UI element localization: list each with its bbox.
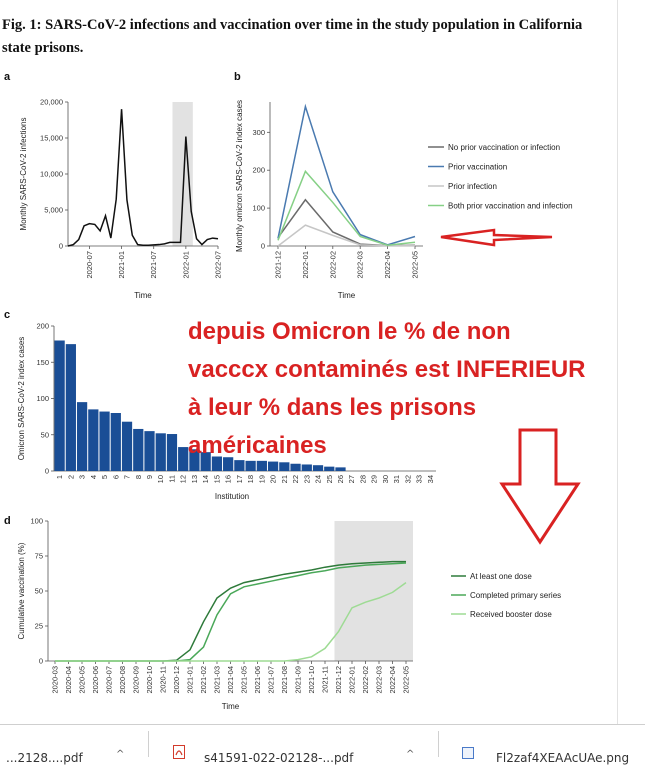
chevron-up-icon[interactable]: ^ — [406, 749, 415, 760]
bar-institution-10 — [156, 433, 166, 471]
x-tick-label: 2022-05 — [410, 251, 420, 279]
x-tick-label: 29 — [369, 475, 379, 484]
bar-institution-12 — [178, 447, 188, 471]
x-tick-label: 20 — [268, 475, 278, 484]
image-file-icon — [462, 747, 474, 759]
legend-label-3: Received booster dose — [470, 610, 552, 619]
y-tick-label: 0 — [58, 241, 63, 251]
y-axis-label: Monthly omicron SARS-CoV-2 index cases — [235, 99, 244, 253]
y-tick-label: 10,000 — [40, 169, 63, 179]
bar-institution-9 — [144, 431, 154, 471]
panel-a-infections-chart — [4, 71, 223, 300]
series-line-2 — [278, 107, 415, 245]
figure-title: Fig. 1: SARS-CoV-2 infections and vaccination over time in the study population in California state prisons. — [2, 17, 583, 56]
x-tick-label: 2 — [66, 475, 76, 480]
bar-institution-24 — [313, 465, 323, 471]
x-tick-label: 19 — [257, 475, 267, 484]
bar-institution-20 — [268, 462, 278, 471]
x-tick-label: 21 — [279, 475, 289, 484]
y-tick-label: 200 — [252, 165, 265, 175]
x-tick-label: 4 — [88, 475, 98, 480]
x-tick-label: 2021-10 — [307, 666, 316, 694]
x-tick-label: 1 — [55, 475, 65, 480]
y-tick-label: 20,000 — [40, 97, 63, 107]
bar-institution-4 — [88, 409, 98, 471]
y-tick-label: 0 — [260, 241, 265, 251]
x-tick-label: 9 — [145, 475, 154, 480]
x-tick-label: 2020-04 — [64, 666, 73, 694]
x-tick-label: 17 — [234, 475, 244, 484]
y-tick-label: 100 — [36, 394, 49, 403]
x-tick-label: 27 — [347, 475, 357, 484]
down-arrow-icon — [502, 430, 578, 542]
x-tick-label: 2021-02 — [199, 666, 208, 694]
x-tick-label: 11 — [167, 475, 177, 483]
download-item-2[interactable] — [160, 725, 430, 765]
x-tick-label: 2021-06 — [253, 666, 262, 694]
panel-label-c: c — [4, 309, 11, 321]
x-tick-label: 18 — [246, 475, 256, 484]
y-tick-label: 5,000 — [44, 205, 63, 215]
x-tick-label: 15 — [212, 475, 222, 484]
legend-label-1: At least one dose — [470, 572, 532, 581]
x-tick-label: 28 — [358, 475, 368, 484]
bar-institution-5 — [99, 412, 109, 471]
x-tick-label: 2020-08 — [118, 666, 127, 694]
x-tick-label: 2021-05 — [239, 666, 249, 694]
download-item-3-name: Fl2zaf4XEAAcUAe.png — [496, 751, 630, 765]
bar-institution-7 — [122, 422, 132, 471]
x-tick-label: 2022-03 — [374, 666, 384, 694]
bar-institution-11 — [167, 434, 177, 471]
x-axis-label: Time — [337, 291, 356, 300]
panel-b-omicron-cases-chart — [234, 71, 573, 300]
x-tick-label: 25 — [324, 475, 334, 484]
x-tick-label: 2022-02 — [328, 251, 338, 279]
x-tick-label: 2021-07 — [149, 251, 159, 279]
x-tick-label: 2022-05 — [401, 666, 411, 694]
y-tick-label: 75 — [34, 551, 43, 561]
annotation-line-4: américaines — [188, 432, 327, 459]
x-tick-label: 2022-03 — [355, 251, 365, 279]
legend-label-3: Prior infection — [448, 182, 497, 191]
x-tick-label: 2022-02 — [361, 666, 370, 694]
download-item-1-name: ...2128....pdf — [6, 751, 83, 765]
bar-institution-3 — [77, 402, 87, 471]
x-tick-label: 2022-04 — [383, 251, 393, 279]
download-separator — [148, 731, 149, 757]
x-tick-label: 2020-09 — [131, 666, 141, 694]
y-tick-label: 0 — [38, 656, 43, 666]
legend-label-2: Prior vaccination — [448, 162, 508, 172]
x-tick-label: 16 — [223, 475, 233, 484]
y-tick-label: 100 — [252, 203, 265, 213]
x-tick-label: 26 — [336, 475, 345, 484]
y-axis-label: Omicron SARS-CoV-2 index cases — [17, 336, 26, 461]
panel-label-a: a — [4, 71, 11, 83]
legend-label-2: Completed primary series — [470, 591, 562, 600]
annotation-line-1: depuis Omicron le % de non — [188, 318, 511, 345]
x-tick-label: 2021-08 — [280, 666, 289, 694]
x-tick-label: 2021-11 — [320, 666, 330, 693]
x-tick-label: 2022-07 — [213, 251, 223, 279]
y-axis-label: Monthly SARS-CoV-2 infections — [19, 117, 28, 231]
x-axis-label: Time — [134, 291, 152, 300]
legend-label-4: Both prior vaccination and infection — [448, 201, 573, 211]
x-tick-label: 2020-03 — [50, 666, 60, 694]
y-tick-label: 50 — [34, 586, 43, 596]
x-tick-label: 2022-01 — [181, 251, 191, 279]
x-tick-label: 7 — [122, 475, 132, 480]
download-item-1[interactable] — [0, 725, 140, 765]
x-tick-label: 33 — [414, 475, 424, 484]
x-tick-label: 2021-03 — [212, 666, 222, 694]
x-tick-label: 12 — [178, 475, 188, 484]
x-tick-label: 23 — [302, 475, 312, 484]
x-tick-label: 24 — [313, 475, 323, 484]
x-tick-label: 34 — [425, 475, 435, 484]
bar-institution-6 — [111, 413, 121, 471]
bar-institution-18 — [246, 461, 256, 471]
bar-institution-25 — [324, 467, 334, 471]
bar-institution-2 — [66, 344, 76, 471]
chevron-up-icon[interactable]: ^ — [116, 749, 125, 760]
x-tick-label: 2020-06 — [91, 666, 100, 694]
panel-d-vaccination-chart — [4, 515, 561, 711]
bar-institution-23 — [302, 464, 312, 471]
left-arrow-icon — [441, 230, 552, 245]
infections-line — [68, 109, 218, 246]
shaded-region — [172, 102, 192, 246]
y-tick-label: 50 — [40, 430, 49, 440]
y-tick-label: 200 — [36, 321, 49, 331]
download-item-3[interactable] — [450, 725, 645, 765]
x-tick-label: 2021-12 — [273, 251, 283, 279]
bar-institution-17 — [234, 460, 244, 471]
y-tick-label: 150 — [36, 357, 49, 367]
x-tick-label: 2020-07 — [84, 251, 94, 279]
x-tick-label: 2021-09 — [293, 666, 303, 694]
x-axis-label: Time — [221, 702, 240, 711]
x-tick-label: 2021-04 — [226, 666, 235, 694]
y-tick-label: 15,000 — [40, 133, 63, 143]
x-tick-label: 2021-07 — [266, 666, 276, 694]
bar-institution-19 — [257, 461, 267, 471]
bar-institution-1 — [55, 341, 65, 472]
x-tick-label: 14 — [201, 475, 211, 484]
series-line-1 — [278, 200, 415, 246]
x-tick-label: 22 — [291, 475, 301, 484]
download-separator — [438, 731, 439, 757]
x-tick-label: 2022-01 — [347, 666, 357, 694]
x-tick-label: 2021-01 — [117, 251, 127, 279]
annotation-line-3: à leur % dans les prisons — [188, 394, 477, 421]
x-tick-label: 10 — [156, 475, 166, 484]
bar-institution-16 — [223, 457, 233, 471]
download-item-2-name: s41591-022-02128-...pdf — [204, 751, 354, 765]
bar-institution-26 — [335, 467, 345, 471]
bar-institution-22 — [290, 464, 300, 471]
x-axis-label: Institution — [214, 492, 250, 501]
x-tick-label: 6 — [111, 475, 121, 480]
y-tick-label: 25 — [34, 621, 43, 631]
x-tick-label: 32 — [403, 475, 413, 484]
x-tick-label: 2020-11 — [158, 666, 168, 693]
download-bar — [0, 724, 645, 765]
pdf-icon — [172, 745, 186, 759]
x-tick-label: 31 — [392, 475, 402, 484]
bar-institution-21 — [279, 462, 289, 471]
y-tick-label: 0 — [44, 466, 49, 476]
x-tick-label: 2020-10 — [145, 666, 154, 694]
y-tick-label: 100 — [30, 516, 43, 526]
x-tick-label: 2022-01 — [300, 251, 310, 279]
x-tick-label: 2022-04 — [388, 666, 397, 694]
panel-label-b: b — [234, 71, 241, 83]
x-tick-label: 13 — [189, 475, 199, 484]
x-tick-label: 3 — [77, 475, 87, 480]
x-tick-label: 8 — [133, 475, 143, 480]
x-tick-label: 2021-01 — [185, 666, 195, 694]
bar-institution-8 — [133, 429, 143, 471]
x-tick-label: 30 — [380, 475, 390, 484]
annotation-line-2: vacccx contaminés est INFERIEUR — [188, 356, 586, 383]
legend-label-1: No prior vaccination or infection — [448, 143, 561, 152]
x-tick-label: 2021-12 — [334, 666, 343, 694]
y-tick-label: 300 — [252, 127, 265, 137]
shaded-region — [335, 521, 414, 661]
y-axis-label: Cumulative vaccination (%) — [17, 542, 26, 640]
x-tick-label: 2020-05 — [77, 666, 87, 694]
x-tick-label: 5 — [100, 475, 110, 480]
x-tick-label: 2020-12 — [172, 666, 181, 694]
x-tick-label: 2020-07 — [104, 666, 114, 694]
panel-label-d: d — [4, 515, 11, 527]
